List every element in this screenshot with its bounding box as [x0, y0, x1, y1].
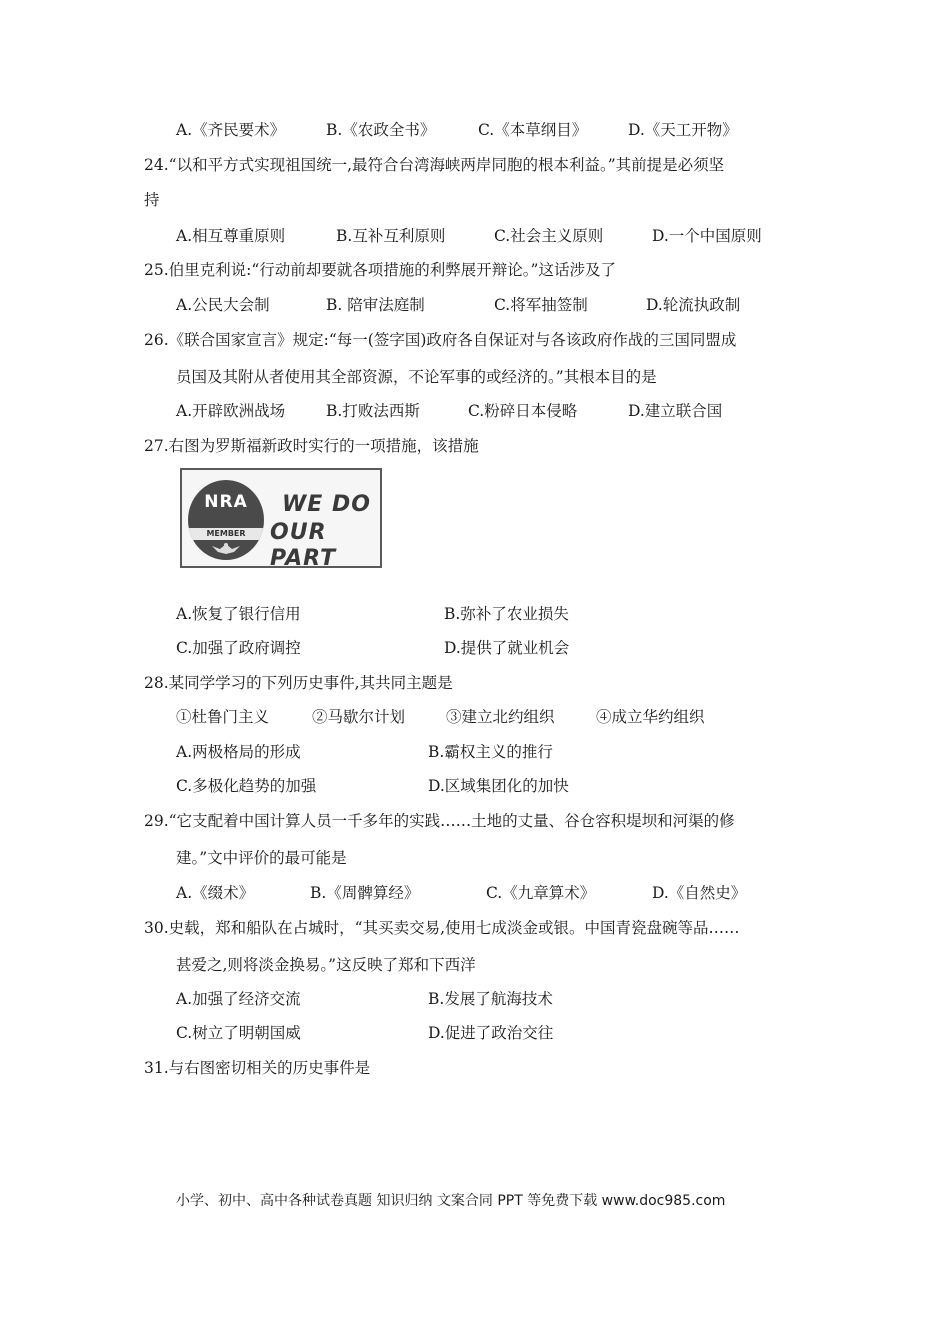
q31-stem-line1: 31.与右图密切相关的历史事件是	[144, 1059, 371, 1077]
q25-option-a: A.公民大会制	[176, 296, 270, 314]
q30-option-a: A.加强了经济交流	[176, 990, 301, 1008]
q30-option-c: C.树立了明朝国威	[176, 1024, 301, 1042]
q26-option-a: A.开辟欧洲战场	[176, 402, 286, 420]
q23-option-d: D.《天工开物》	[628, 121, 738, 139]
q30-option-d: D.促进了政治交往	[428, 1024, 554, 1042]
q27-option-c: C.加强了政府调控	[176, 639, 301, 657]
nra-slogan-line2: OUR PART	[270, 520, 337, 571]
q25-option-c: C.将军抽签制	[494, 296, 588, 314]
q30-option-b: B.发展了航海技术	[428, 990, 553, 1008]
nra-seal-member-label: MEMBER	[206, 529, 246, 538]
q28-option-d: D.区域集团化的加快	[428, 777, 569, 795]
nra-poster-figure	[180, 468, 382, 571]
q24-stem-line1: 24.“以和平方式实现祖国统一,最符合台湾海峡两岸同胞的根本利益。”其前提是必须坚	[144, 156, 725, 174]
q28-stem-line1: 28.某同学学习的下列历史事件,其共同主题是	[144, 674, 453, 692]
q24-option-a: A.相互尊重原则	[176, 227, 286, 245]
q29-option-b: B.《周髀算经》	[310, 884, 420, 902]
q29-stem-line2: 建。”文中评价的最可能是	[176, 849, 347, 867]
q27-option-a: A.恢复了银行信用	[176, 605, 301, 623]
q26-option-d: D.建立联合国	[628, 402, 723, 420]
q27-stem-line1: 27.右图为罗斯福新政时实行的一项措施，该措施	[144, 437, 479, 455]
q28-option-a: A.两极格局的形成	[176, 743, 301, 761]
q26-stem-line1: 26.《联合国家宣言》规定:“每一(签字国)政府各自保证对与各该政府作战的三国同盟成	[144, 331, 737, 349]
eagle-icon	[210, 540, 242, 556]
q26-option-c: C.粉碎日本侵略	[468, 402, 578, 420]
q26-stem-line2: 员国及其附从者使用其全部资源，不论军事的或经济的。”其根本目的是	[176, 368, 657, 386]
q24-option-b: B.互补互利原则	[336, 227, 446, 245]
q28-item-4: ④成立华约组织	[596, 708, 705, 726]
q29-option-a: A.《缀术》	[176, 884, 255, 902]
q28-item-3: ③建立北约组织	[446, 708, 555, 726]
q30-stem-line1: 30.史载，郑和船队在占城时，“其买卖交易,使用七成淡金或银。中国青瓷盘碗等品……	[144, 919, 740, 937]
q26-option-b: B.打败法西斯	[326, 402, 420, 420]
q28-item-1: ①杜鲁门主义	[176, 708, 270, 726]
q23-option-c: C.《本草纲目》	[478, 121, 588, 139]
q29-option-c: C.《九章算术》	[486, 884, 596, 902]
q23-option-a: A.《齐民要术》	[176, 121, 286, 139]
q27-option-b: B.弥补了农业损失	[444, 605, 569, 623]
q28-option-b: B.霸权主义的推行	[428, 743, 553, 761]
nra-slogan-line1: WE DO	[282, 492, 371, 517]
q24-stem-line2: 持	[144, 191, 160, 209]
q25-option-d: D.轮流执政制	[646, 296, 741, 314]
q30-stem-line2: 甚爱之,则将淡金换易。”这反映了郑和下西洋	[176, 956, 476, 974]
q25-option-b: B. 陪审法庭制	[326, 296, 425, 314]
page-footer: 小学、初中、高中各种试卷真题 知识归纳 文案合同 PPT 等免费下载 www.doc985.com	[176, 1193, 726, 1209]
q29-stem-line1: 29.“它支配着中国计算人员一千多年的实践……土地的丈量、谷仓容积堤坝和河渠的修	[144, 812, 735, 830]
nra-seal-label: NRA	[204, 492, 248, 512]
q23-option-b: B.《农政全书》	[326, 121, 436, 139]
q29-option-d: D.《自然史》	[652, 884, 747, 902]
q25-stem-line1: 25.伯里克利说:“行动前却要就各项措施的利弊展开辩论。”这话涉及了	[144, 261, 616, 279]
q24-option-d: D.一个中国原则	[652, 227, 762, 245]
nra-eagle-seal	[188, 480, 264, 560]
q24-option-c: C.社会主义原则	[494, 227, 604, 245]
q28-option-c: C.多极化趋势的加强	[176, 777, 317, 795]
q27-option-d: D.提供了就业机会	[444, 639, 570, 657]
q28-item-2: ②马歇尔计划	[312, 708, 406, 726]
